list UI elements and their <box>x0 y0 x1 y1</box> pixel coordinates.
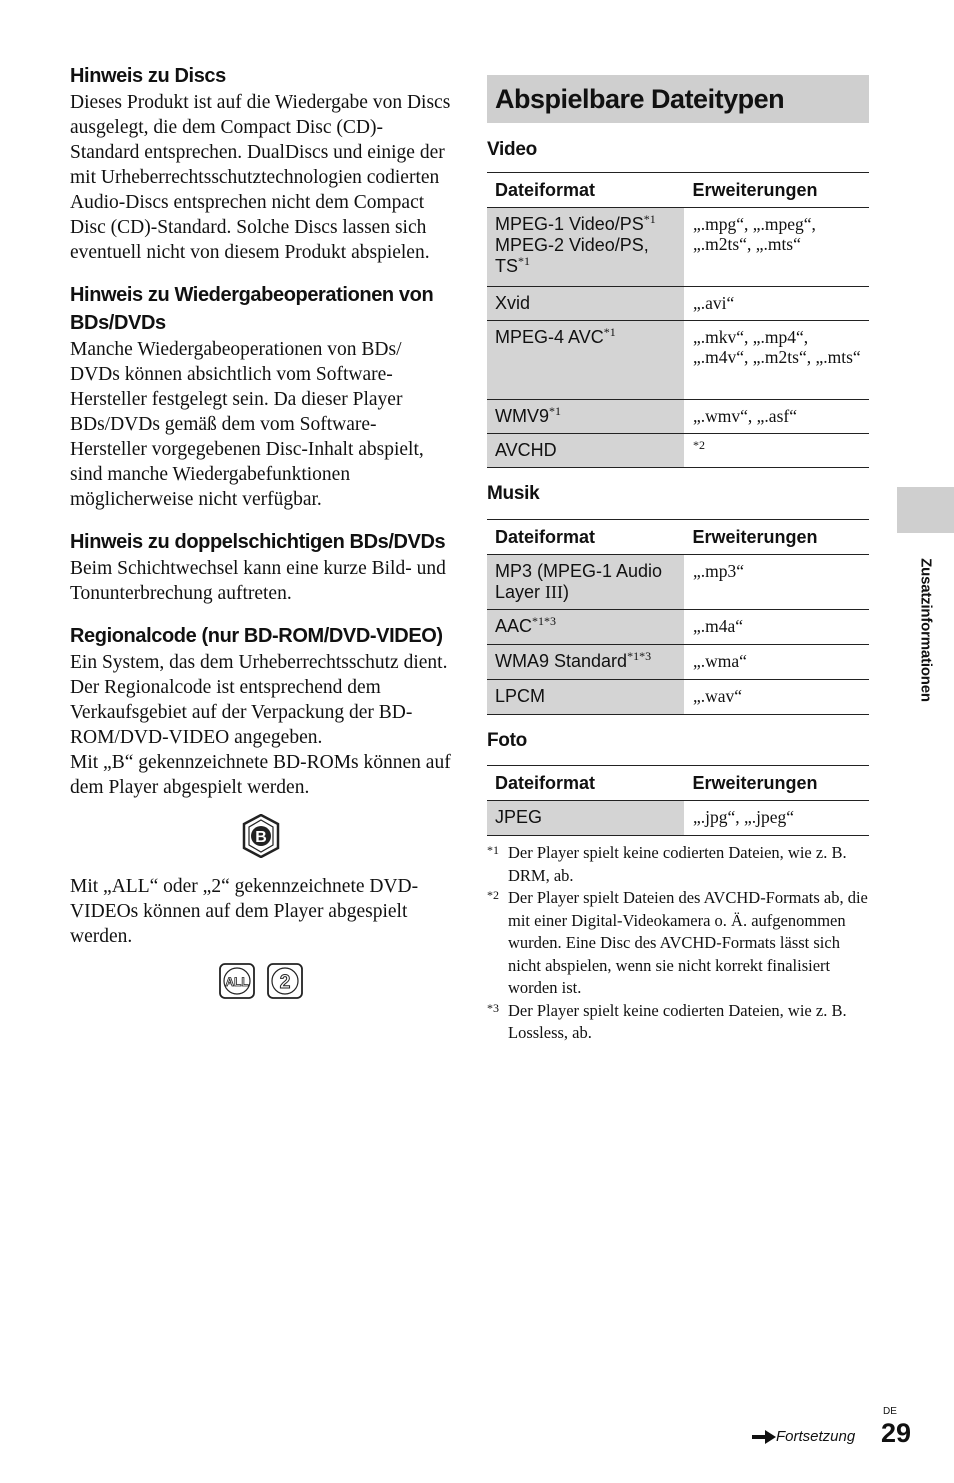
table-row <box>487 287 869 321</box>
table-row <box>487 645 869 680</box>
table-header <box>487 520 869 555</box>
section-heading: Hinweis zu doppelschichtigen BDs/DVDs <box>70 531 446 553</box>
section-region-code <box>70 622 452 999</box>
section-text: Mit „B“ gekennzeichnete BD-ROMs können auf dem Player abgespielt werden. <box>70 752 451 798</box>
footnotes <box>487 842 869 1045</box>
footnote-mark: *2 <box>487 888 499 902</box>
language-code: DE <box>883 1406 897 1417</box>
svg-text:B: B <box>255 829 267 846</box>
dvd-region-2-icon <box>267 963 303 999</box>
section-heading: Regionalcode (nur BD-ROM/DVD-VIDEO) <box>70 625 443 647</box>
section-text: Manche Wiedergabeoperationen von BDs/ DVDs können absichtlich vom Software-Hersteller festgelegt sein. Da dieser Player BDs/DVDs gemäß dem vom Software-Hersteller vorgegebenen Disc-Inhalt abspielt, sind manche Wiedergabefunktionen möglicherweise nicht verfügbar. <box>70 339 424 510</box>
footnote-mark: *3 <box>487 1000 499 1015</box>
page-title: Abspielbare Dateitypen <box>495 83 785 114</box>
extension-cell: *2 <box>685 434 870 468</box>
video-heading: Video <box>487 139 537 160</box>
table-row <box>487 610 869 645</box>
format-cell: MPEG-1 Video/PS$^{*1}$ MPEG-2 Video/PS, TS$^{*1}$ <box>487 208 685 287</box>
format-cell: LPCM <box>487 680 685 715</box>
page-number: 29 <box>881 1418 912 1448</box>
footnote-text: Der Player spielt keine codierten Dateien, wie z. B. DRM, ab. <box>508 843 847 885</box>
bd-region-b-icon <box>242 814 280 858</box>
video-table <box>487 172 869 468</box>
section-heading: Hinweis zu Discs <box>70 65 226 87</box>
footnote-text: Der Player spielt keine codierten Dateien, wie z. B. Lossless, ab. <box>508 1000 847 1042</box>
extension-cell: „.mp3“ <box>685 555 870 610</box>
musik-table <box>487 519 869 715</box>
col-format-header: Dateiformat <box>487 520 685 555</box>
extension-cell: „.wav“ <box>685 680 870 715</box>
left-column <box>70 62 452 1015</box>
section-text: Dieses Produkt ist auf die Wiedergabe von Discs ausgelegt, die dem Compact Disc (CD)-Standard entsprechen. DualDiscs und einige der mit Urheberrechtsschutztechnologien codierten Audio-Discs entsprechen nicht dem Compact Disc (CD)-Standard. Solche Discs lassen sich eventuell nicht von diesem Produkt abspielen. <box>70 92 451 263</box>
format-cell: Xvid <box>487 287 685 321</box>
continuation-note <box>752 1428 855 1445</box>
table-header <box>487 173 869 208</box>
col-extension-header: Erweiterungen <box>685 173 870 208</box>
col-extension-header: Erweiterungen <box>685 766 870 801</box>
section-playback <box>70 281 452 512</box>
footnote <box>487 887 869 1000</box>
section-discs <box>70 62 452 265</box>
dvd-region-all-icon <box>219 963 255 999</box>
musik-heading: Musik <box>487 483 540 504</box>
right-column <box>487 75 869 1045</box>
format-cell: JPEG <box>487 801 685 836</box>
format-cell: WMA9 Standard$^{*1*3}$ <box>487 645 685 680</box>
extension-cell: „.wmv“, „.asf“ <box>685 400 870 434</box>
extension-cell: „.avi“ <box>685 287 870 321</box>
table-row <box>487 801 869 836</box>
col-format-header: Dateiformat <box>487 173 685 208</box>
table-row <box>487 680 869 715</box>
extension-cell: „.m4a“ <box>685 610 870 645</box>
format-cell: AVCHD <box>487 434 685 468</box>
table-header <box>487 766 869 801</box>
format-cell: MPEG-4 AVC$^{*1}$ <box>487 321 685 400</box>
extension-cell: „.jpg“, „.jpeg“ <box>685 801 870 836</box>
extension-cell: „.wma“ <box>685 645 870 680</box>
footnote-mark: *1 <box>487 843 499 857</box>
section-text: Ein System, das dem Urheberrechtsschutz dient. Der Regionalcode ist entsprechend dem Verkaufsgebiet auf der Verpackung der BD-ROM/DVD-VIDEO angegeben. <box>70 652 448 748</box>
col-extension-header: Erweiterungen <box>685 520 870 555</box>
footnote <box>487 1000 869 1045</box>
table-row <box>487 400 869 434</box>
section-tab-label: Zusatzinformationen <box>917 558 935 702</box>
foto-heading: Foto <box>487 730 527 751</box>
col-format-header: Dateiformat <box>487 766 685 801</box>
format-cell: $AAC^{*1*3}$ <box>487 610 685 645</box>
extension-cell: „.mpg“, „.mpeg“, „.m2ts“, „.mts“ <box>685 208 870 287</box>
title-bar <box>487 75 869 123</box>
bd-region-logo <box>70 814 452 858</box>
table-row <box>487 208 869 287</box>
svg-text:2: 2 <box>279 972 291 993</box>
continuation-label: Fortsetzung <box>776 1428 856 1445</box>
table-row <box>487 434 869 468</box>
svg-text:ALL: ALL <box>225 975 249 989</box>
table-row <box>487 555 869 610</box>
footnote <box>487 842 869 887</box>
foto-table <box>487 765 869 836</box>
section-heading: Hinweis zu Wiedergabeoperationen von BDs/DVDs <box>70 284 434 334</box>
footnote-text: Der Player spielt Dateien des AVCHD-Formats ab, die mit einer Digital-Videokamera o. Ä. aufgenommen wurden. Eine Disc des AVCHD-Formats lässt sich nicht abspielen, wenn sie nicht korrekt finalisiert worden ist. <box>508 888 868 997</box>
section-text: Beim Schichtwechsel kann eine kurze Bild- und Tonunterbrechung auftreten. <box>70 558 446 604</box>
format-cell: MP3 (MPEG-1 Audio Layer III) <box>487 555 685 610</box>
arrow-right-icon <box>752 1430 776 1444</box>
extension-cell: „.mkv“, „.mp4“, „.m4v“, „.m2ts“, „.mts“ <box>685 321 870 400</box>
section-tab-marker <box>897 487 954 533</box>
section-text: Mit „ALL“ oder „2“ gekennzeichnete DVD-VIDEOs können auf dem Player abgespielt werden. <box>70 876 419 947</box>
format-cell: WMV9$^{*1}$ <box>487 400 685 434</box>
table-row <box>487 321 869 400</box>
dvd-region-logos <box>70 963 452 999</box>
section-dual-layer <box>70 528 452 606</box>
